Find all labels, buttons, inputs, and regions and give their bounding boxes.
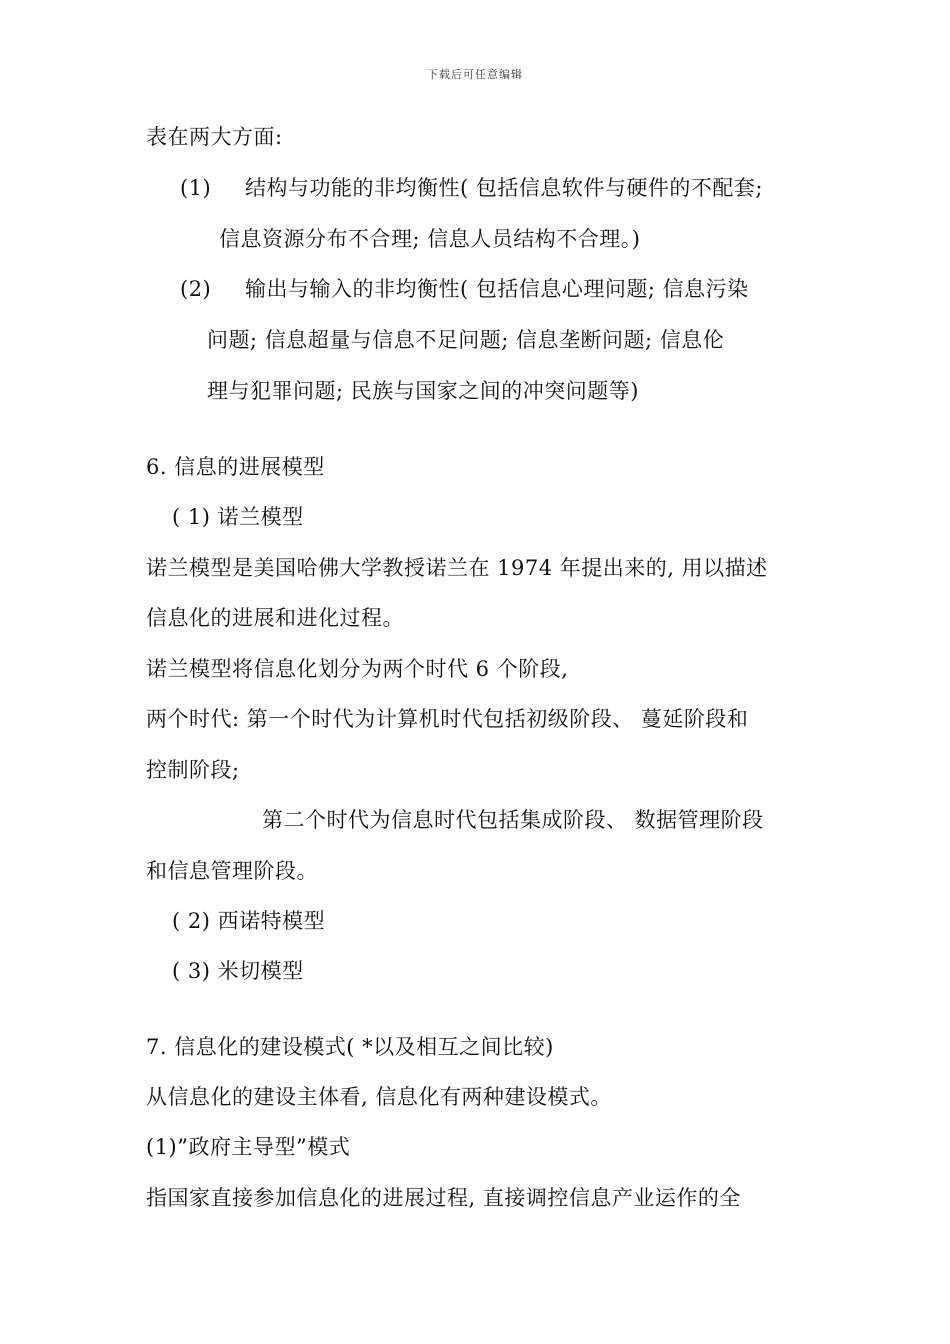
paragraph-line: 控制阶段; [146,758,240,782]
paragraph-line: 从信息化的建设主体看, 信息化有两种建设模式。 [146,1085,612,1109]
paragraph-line: (1)”政府主导型”模式 [146,1135,351,1159]
list-number: (2) [180,277,212,301]
list-item-text: 信息资源分布不合理; 信息人员结构不合理。) [219,227,641,251]
page-header: 下载后可任意编辑 [427,68,523,81]
list-item-text: 理与犯罪问题; 民族与国家之间的冲突问题等) [207,379,639,403]
list-item-text: 问题; 信息超量与信息不足问题; 信息垄断问题; 信息伦 [207,328,725,352]
paragraph-line: 第二个时代为信息时代包括集成阶段、 数据管理阶段 [262,808,764,832]
paragraph-line: 信息化的进展和进化过程。 [146,606,404,630]
paragraph-line: 诺兰模型是美国哈佛大学教授诺兰在 1974 年提出来的, 用以描述 [146,556,768,580]
paragraph-line: 诺兰模型将信息化划分为两个时代 6 个阶段, [146,657,569,681]
subsection-heading: ( 2) 西诺特模型 [172,909,326,933]
paragraph-line: 指国家直接参加信息化的进展过程, 直接调控信息产业运作的全 [146,1186,741,1210]
section-heading: 6. 信息的进展模型 [146,455,325,479]
list-number: (1) [180,176,212,200]
paragraph-line: 两个时代: 第一个时代为计算机时代包括初级阶段、 蔓延阶段和 [146,707,749,731]
paragraph-line: 表在两大方面: [146,125,283,149]
paragraph-line: 和信息管理阶段。 [146,859,318,883]
list-item-text: 输出与输入的非均衡性( 包括信息心理问题; 信息污染 [245,277,749,301]
list-item-text: 结构与功能的非均衡性( 包括信息软件与硬件的不配套; [245,176,763,200]
subsection-heading: ( 3) 米切模型 [172,959,304,983]
subsection-heading: ( 1) 诺兰模型 [172,505,304,529]
section-heading: 7. 信息化的建设模式( *以及相互之间比较) [146,1035,554,1059]
